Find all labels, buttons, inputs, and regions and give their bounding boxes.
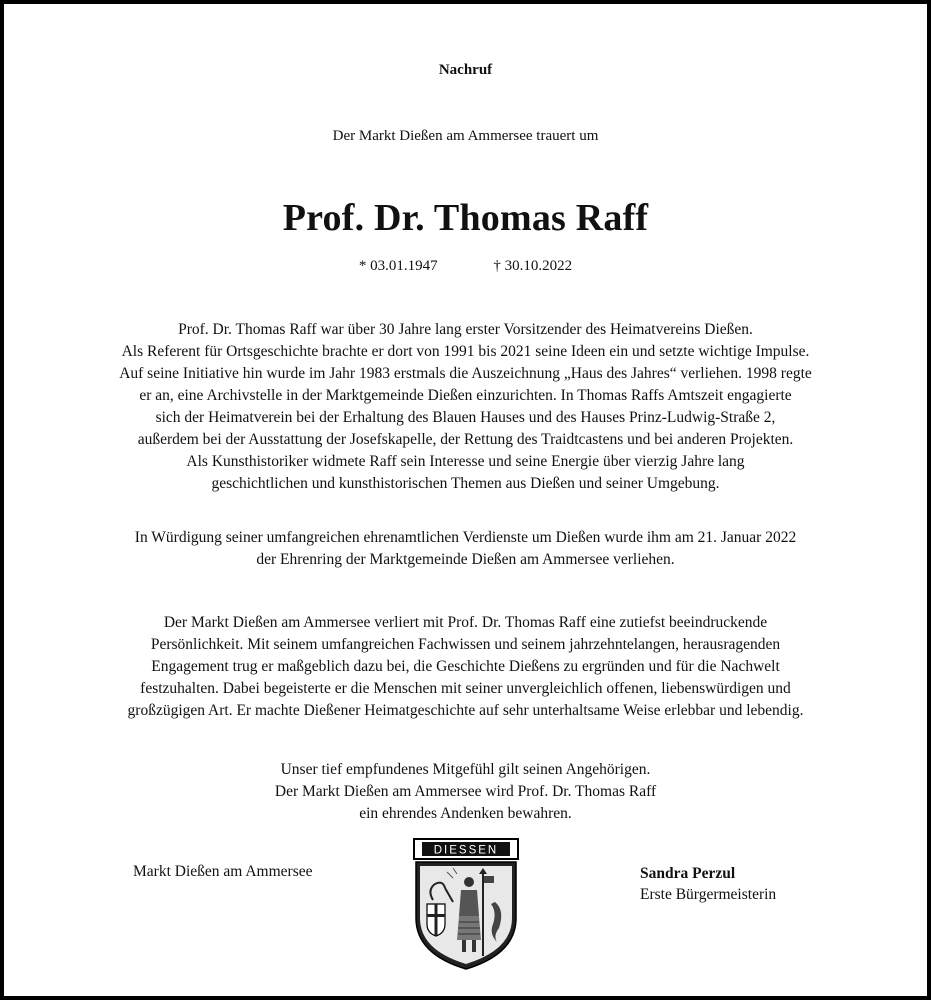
text-line: Auf seine Initiative hin wurde im Jahr 1983 erstmals die Auszeichnung „Haus des Jahres“ verliehen. 1998 regte [119,365,812,382]
signer-title: Erste Bürgermeisterin [640,886,777,903]
birth-date: * 03.01.1947 [358,258,438,274]
text-line: Engagement trug er maßgeblich dazu bei, die Geschichte Dießens zu ergründen und für die Nachwelt [151,658,780,675]
crest-cross-vertical [435,904,438,935]
heading: Nachruf [438,62,493,78]
life-dates [0,258,931,275]
crest-figure-head [464,877,474,887]
text-line: Der Markt Dießen am Ammersee verliert mit Prof. Dr. Thomas Raff eine zutiefst beeindruckende [163,614,768,631]
text-line: Der Markt Dießen am Ammersee wird Prof. Dr. Thomas Raff [274,783,657,800]
text-line: Prof. Dr. Thomas Raff war über 30 Jahre lang erster Vorsitzender des Heimatvereins Dießen. [178,321,753,338]
paragraph-condolence [0,759,931,825]
text-line: Unser tief empfundenes Mitgefühl gilt seinen Angehörigen. [280,761,651,778]
text-line: sich der Heimatverein bei der Erhaltung des Blauen Hauses und des Hauses Prinz-Ludwig-Straße 2, [155,409,776,426]
text-line: Als Kunsthistoriker widmete Raff sein Interesse und seine Energie über vierzig Jahre lang [186,453,745,470]
text-line: Als Referent für Ortsgeschichte brachte er dort von 1991 bis 2021 seine Ideen ein und setzte wichtige Impulse. [121,343,810,360]
paragraph-tribute [0,612,931,722]
signer-name: Sandra Perzul [640,865,736,882]
paragraph-biography [0,319,931,495]
text-line: großzügigen Art. Er machte Dießener Heimatgeschichte auf sehr unterhaltsame Weise erlebbar und lebendig. [127,702,804,719]
text-line: der Ehrenring der Marktgemeinde Dießen am Ammersee verliehen. [256,551,675,568]
deceased-name: Prof. Dr. Thomas Raff [282,197,649,239]
crest-pennant [484,876,494,883]
crest-svg [413,838,519,970]
signature-right [640,863,776,905]
coat-of-arms-icon [413,838,519,970]
text-line: ein ehrendes Andenken bewahren. [359,805,572,822]
crest-figure-torso [459,890,479,916]
text-line: geschichtlichen und kunsthistorischen Themen aus Dießen und seiner Umgebung. [211,475,720,492]
intro-line: Der Markt Dießen am Ammersee trauert um [332,128,599,144]
paragraph-honor [0,527,931,571]
text-line: er an, eine Archivstelle in der Marktgemeinde Dießen einzurichten. In Thomas Raffs Amtszeit engagierte [139,387,792,404]
text-line: Persönlichkeit. Mit seinem umfangreichen Fachwissen und seinem jahrzehntelangen, herausragenden [150,636,781,653]
death-date: † 30.10.2022 [493,258,573,274]
crest-cross-horizontal [427,914,445,917]
text-line: In Würdigung seiner umfangreichen ehrenamtlichen Verdienste um Dießen wurde ihm am 21. Januar 2022 [134,529,797,546]
signature-left: Markt Dießen am Ammersee [133,863,313,880]
text-line: festzuhalten. Dabei begeisterte er die Menschen mit seiner unvergleichlich offenen, liebenswürdigen und [140,680,791,697]
text-line: außerdem bei der Ausstattung der Josefskapelle, der Rettung des Traidtcastens und bei anderen Projekten. [137,431,794,448]
crest-banner-text: DIESSEN [433,844,499,857]
